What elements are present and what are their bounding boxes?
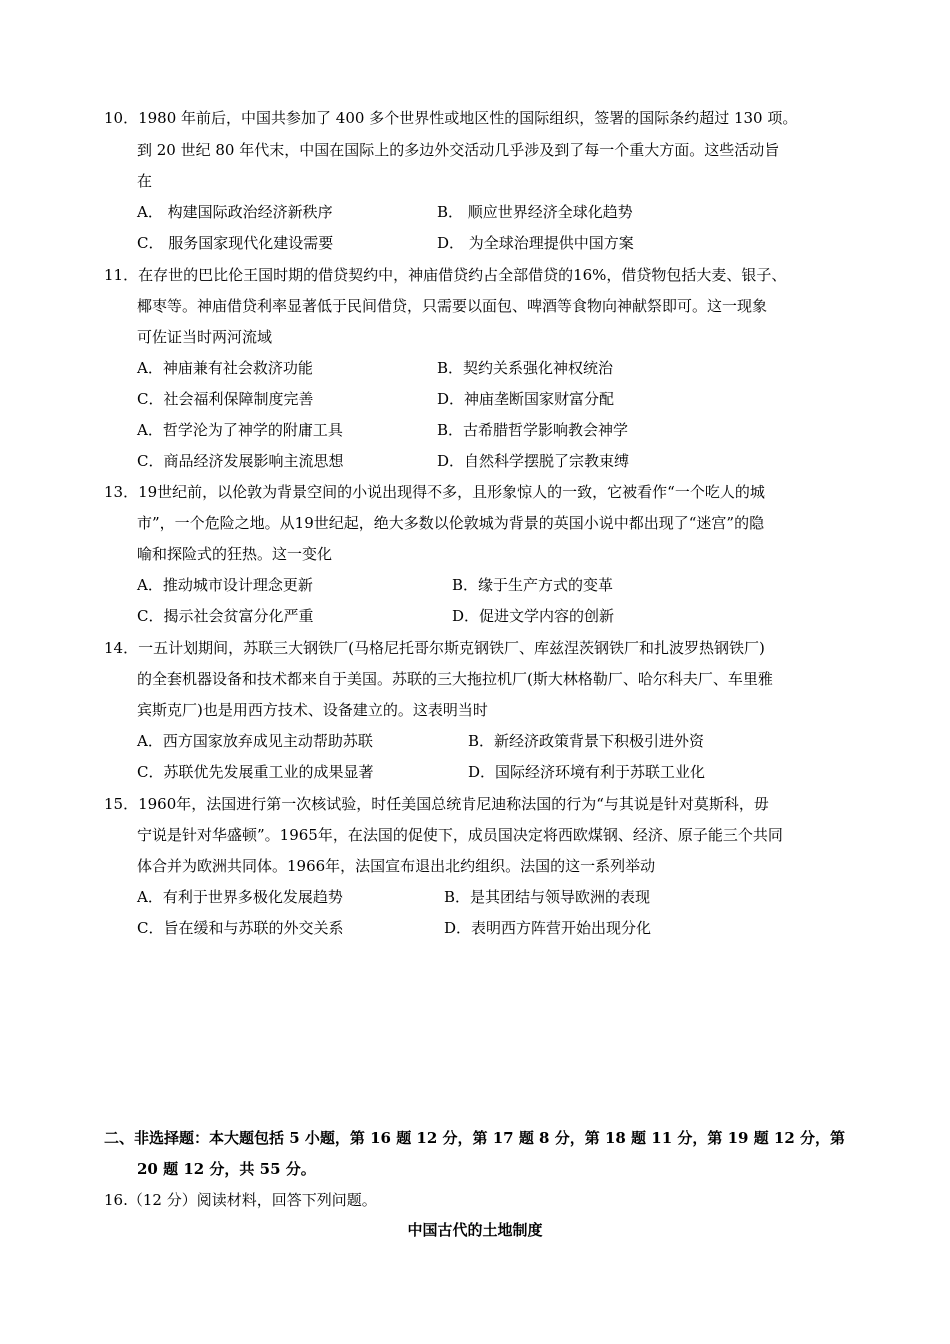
- q14-option-d[interactable]: D．国际经济环境有利于苏联工业化: [468, 763, 706, 781]
- q14-line-3: 宾斯克厂)也是用西方技术、设备建立的。这表明当时: [137, 701, 488, 719]
- q15-option-c[interactable]: C．旨在缓和与苏联的外交关系: [137, 919, 344, 937]
- q14-line-2: 的全套机器设备和技术都来自于美国。苏联的三大拖拉机厂(斯大林格勒厂、哈尔科夫厂、车里雅: [137, 670, 773, 688]
- q13-line-3: 喻和探险式的狂热。这一变化: [137, 545, 333, 563]
- q12-option-b[interactable]: B．古希腊哲学影响教会神学: [437, 421, 629, 439]
- q13-line-2: 市”，一个危险之地。从19世纪起，绝大多数以伦敦城为背景的英国小说中都出现了“迷宫”的隐: [137, 514, 765, 532]
- q13-option-b[interactable]: B．缘于生产方式的变革: [452, 576, 614, 594]
- q13-option-c[interactable]: C．揭示社会贫富分化严重: [137, 607, 314, 625]
- q11-line-2: 椰枣等。神庙借贷利率显著低于民间借贷，只需要以面包、啤酒等食物向神献祭即可。这一现象: [137, 297, 768, 315]
- q13-option-a[interactable]: A．推动城市设计理念更新: [137, 576, 313, 594]
- q11-line-3: 可佐证当时两河流域: [137, 328, 273, 346]
- q11-option-a[interactable]: A．神庙兼有社会救济功能: [137, 359, 313, 377]
- section2-heading-line-2: 20 题 12 分，共 55 分。: [137, 1160, 316, 1178]
- q11-option-d[interactable]: D．神庙垄断国家财富分配: [437, 390, 615, 408]
- q14-line-1: 14．一五计划期间，苏联三大钢铁厂(马格尼托哥尔斯克钢铁厂、库兹涅茨钢铁厂和扎波罗热钢铁厂): [104, 639, 765, 657]
- q14-option-a[interactable]: A．西方国家放弃成见主动帮助苏联: [137, 732, 373, 750]
- q11-option-b[interactable]: B．契约关系强化神权统治: [437, 359, 614, 377]
- q12-option-c[interactable]: C．商品经济发展影响主流思想: [137, 452, 344, 470]
- q16-prompt: 16.（12 分）阅读材料，回答下列问题。: [104, 1191, 377, 1209]
- q15-option-b[interactable]: B．是其团结与领导欧洲的表现: [444, 888, 651, 906]
- q10-line-2: 到 20 世纪 80 年代末，中国在国际上的多边外交活动几乎涉及到了每一个重大方面。这些活动旨: [137, 141, 780, 159]
- q13-option-d[interactable]: D．促进文学内容的创新: [452, 607, 615, 625]
- q13-line-1: 13．19世纪前，以伦敦为背景空间的小说出现得不多，且形象惊人的一致，它被看作“一个吃人的城: [104, 483, 765, 501]
- q15-line-1: 15．1960年，法国进行第一次核试验，时任美国总统肯尼迪称法国的行为“与其说是针对莫斯科，毋: [104, 795, 769, 813]
- q12-option-d[interactable]: D．自然科学摆脱了宗教束缚: [437, 452, 630, 470]
- q10-option-a[interactable]: A． 构建国际政治经济新秩序: [137, 203, 333, 221]
- material-title: 中国古代的土地制度: [407, 1221, 543, 1239]
- section2-heading-line-1: 二、非选择题：本大题包括 5 小题，第 16 题 12 分，第 17 题 8 分，第 18 题 11 分，第 19 题 12 分，第: [104, 1129, 845, 1147]
- q11-line-1: 11．在存世的巴比伦王国时期的借贷契约中，神庙借贷约占全部借贷的16%，借贷物包括大麦、银子、: [104, 266, 787, 284]
- q15-option-a[interactable]: A．有利于世界多极化发展趋势: [137, 888, 343, 906]
- q15-line-2: 宁说是针对华盛顿”。1965年，在法国的促使下，成员国决定将西欧煤钢、经济、原子能三个共同: [137, 826, 783, 844]
- q10-line-3: 在: [137, 172, 153, 190]
- q14-option-b[interactable]: B．新经济政策背景下积极引进外资: [468, 732, 705, 750]
- q15-line-3: 体合并为欧洲共同体。1966年，法国宣布退出北约组织。法国的这一系列举动: [137, 857, 656, 875]
- q11-option-c[interactable]: C．社会福利保障制度完善: [137, 390, 314, 408]
- q10-option-d[interactable]: D． 为全球治理提供中国方案: [437, 234, 634, 252]
- q10-line-1: 10．1980 年前后，中国共参加了 400 多个世界性或地区性的国际组织，签署的国际条约超过 130 项。: [104, 109, 798, 127]
- q10-option-c[interactable]: C． 服务国家现代化建设需要: [137, 234, 334, 252]
- q10-option-b[interactable]: B． 顺应世界经济全球化趋势: [437, 203, 633, 221]
- q14-option-c[interactable]: C．苏联优先发展重工业的成果显著: [137, 763, 374, 781]
- q12-option-a[interactable]: A．哲学沦为了神学的附庸工具: [137, 421, 343, 439]
- q15-option-d[interactable]: D．表明西方阵营开始出现分化: [444, 919, 652, 937]
